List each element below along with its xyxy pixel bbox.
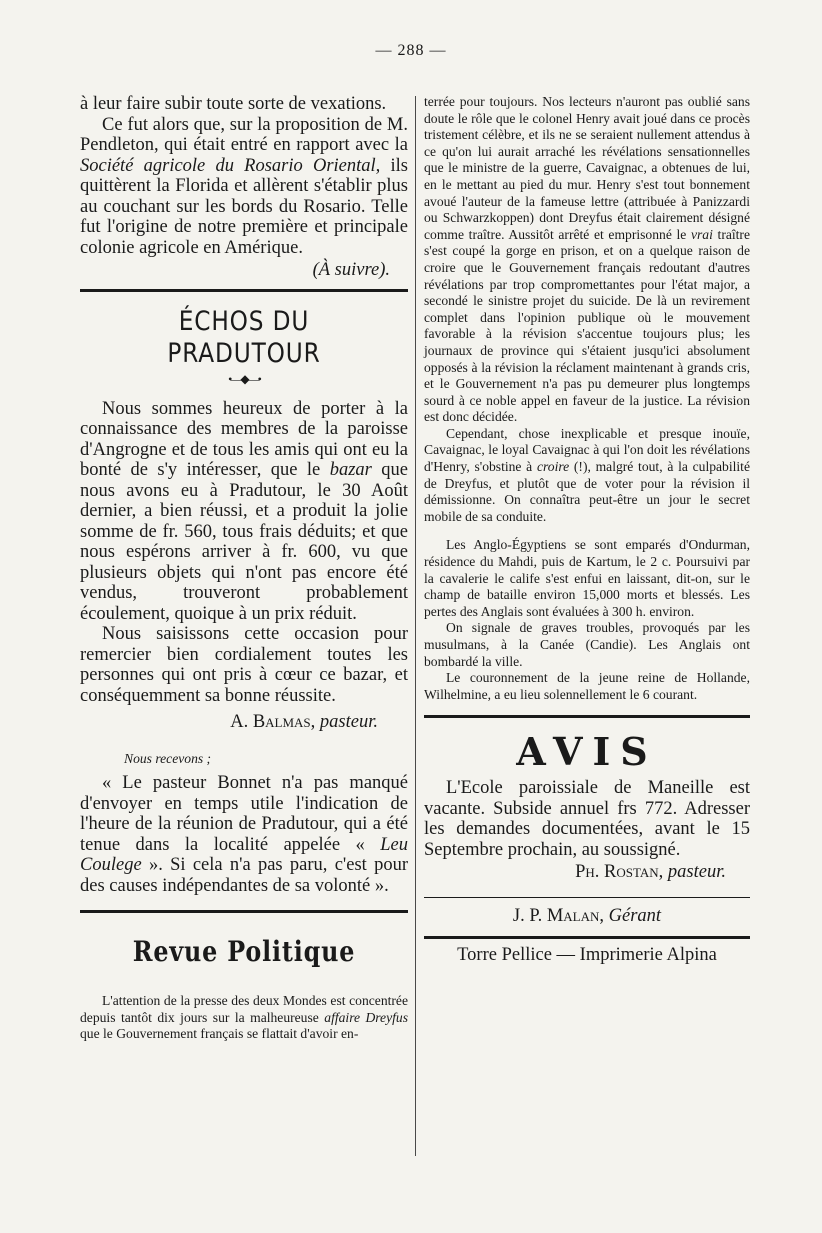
revue-politique-title: Revue Politique: [132, 935, 356, 969]
dreyfus-paragraph: terrée pour toujours. Nos lecteurs n'auront pas oublié sans doute le rôle que le colonel Henry avait joué dans ce procès tristement célèbre, et ils ne se seraient nullement attendus à ce qu'on lui aurait arraché les révélations sensationnelles que le ministre de la guerre, Cavaignac, a obtenues de lui, en le mettant au pied du mur. Henry s'est tout bonnement avoué l'auteur de la fameuse lettre (attribuée à Panizzardi ou Schwarzkoppen) dont Dreyfus était clairement désigné comme traître. Aussitôt arrêté et emprisonné le vrai traître s'est coupé la gorge en prison, et on a quelque raison de croire que le Gouvernement français redoutant d'autres révélations par trop compromettantes pour l'état major, a secondé le sinistre projet du suicide. De là un revirement complet dans l'opinion publique où le mouvement favorable à la révision s'accentue toujours plus; les journaux de province qui s'étaient jusqu'ici absolument opposés à la révision la réclament maintenant à grands cris, et le Gouvernement n'a pas pu demeurer plus longtemps sourd à ce noble appel en faveur de la justice. La révision est donc décidée.: [424, 94, 750, 425]
intro-text: à leur faire subir toute sorte de vexations.: [80, 94, 387, 114]
colony-paragraph: Ce fut alors que, sur la proposition de M. Pendleton, qui était entré en rapport avec la Société agricole du Rosario Oriental, ils quittèrent la Florida et allèrent s'établir plus au couchant sur les bords du Rosario. Telle fut l'origine de notre première et principale colonie agricole en Amérique.: [80, 114, 408, 258]
echos-paragraph-1: Nous sommes heureux de porter à la connaissance des membres de la paroisse d'Angrogne et de tous les amis qui ont eu la bonté de s'y intéresser, que le bazar que nous avons eu à Pradutour, le 30 Août dernier, a bien réussi, et a produit la jolie somme de fr. 560, tous frais déduits; et que nous espérons arriver à fr. 600, vu que plusieurs objets qui n'ont pas encore été vendus, trouveront probablement écoulement, quoique à un prix réduit.: [80, 398, 408, 624]
society-name: Société agricole du Rosario Oriental,: [80, 155, 381, 176]
section-rule: [80, 910, 408, 913]
signature-rostan: Ph. Rostan, pasteur.: [575, 862, 726, 883]
canee-paragraph: On signale de graves troubles, provoqués par les musulmans, à la Canée (Candie). Les Anglais ont bombardé la ville.: [424, 620, 750, 669]
section-rule: [424, 715, 750, 718]
cavaignac-paragraph: Cependant, chose inexplicable et presque inouïe, Cavaignac, le loyal Cavaignac à qui l'on doit les révélations d'Henry, s'obstine à croire (!), malgré tout, à la culpabilité de Dreyfus, et plutôt que de voter pour la révision il démissionne. On connaîtra peut-être un jour le secret mobile de sa conduite.: [424, 425, 750, 524]
gerant-line: J. P. Malan, Gérant: [512, 905, 662, 926]
signature-balmas: A. Balmas, pasteur.: [230, 712, 378, 732]
nous-recevons: Nous recevons ;: [124, 750, 212, 766]
imprimerie-line: Torre Pellice — Imprimerie Alpina: [457, 945, 717, 966]
anglo-egyptiens-paragraph: Les Anglo-Égyptiens se sont emparés d'Ondurman, résidence du Mahdi, puis de Kartum, le 2 c. Poursuivi par la cavalerie le calife s'est enfui en laissant, dit-on, sur le champ de bataille environ 15,000 morts et blessés. Les pertes des Anglais sont évaluées à 300 h. environ.: [424, 537, 750, 619]
echos-title: ÉCHOS DU PRADUTOUR: [167, 305, 321, 369]
section-rule: [80, 289, 408, 292]
a-suivre: (À suivre).: [312, 260, 390, 280]
avis-title: AVIS: [516, 729, 658, 775]
hollande-paragraph: Le couronnement de la jeune reine de Hollande, Wilhelmine, a eu lieu solennellement le 6 courant.: [424, 670, 750, 702]
right-column: [424, 94, 750, 966]
avis-text: L'Ecole paroissiale de Maneille est vacante. Subside annuel frs 772. Adresser les demandes documentées, avant le 15 Septembre prochain, au soussigné.: [424, 778, 750, 860]
echos-paragraph-2: Nous saisissons cette occasion pour remercier bien cordialement toutes les personnes qui ont pris à cœur ce bazar, et conséquemment sa bonne réussite.: [80, 624, 408, 706]
rule: [424, 897, 750, 898]
quote-paragraph: « Le pasteur Bonnet n'a pas manqué d'envoyer en temps utile l'indication de l'heure de la réunion de Pradutour, qui a été tenue dans la localité appelée « Leu Coulege ». Si cela n'a pas paru, c'est pour des causes indépendantes de sa volonté ».: [80, 773, 408, 896]
rule: [424, 936, 750, 939]
left-column: [80, 94, 408, 1043]
revue-paragraph: L'attention de la presse des deux Mondes est concentrée depuis tantôt dix jours sur la malheureuse affaire Dreyfus que le Gouvernement français se flattait d'avoir en-: [80, 993, 408, 1042]
ornament: •—◆—•: [228, 371, 260, 386]
page-number: — 288 —: [375, 42, 447, 59]
column-divider: [415, 96, 416, 1156]
